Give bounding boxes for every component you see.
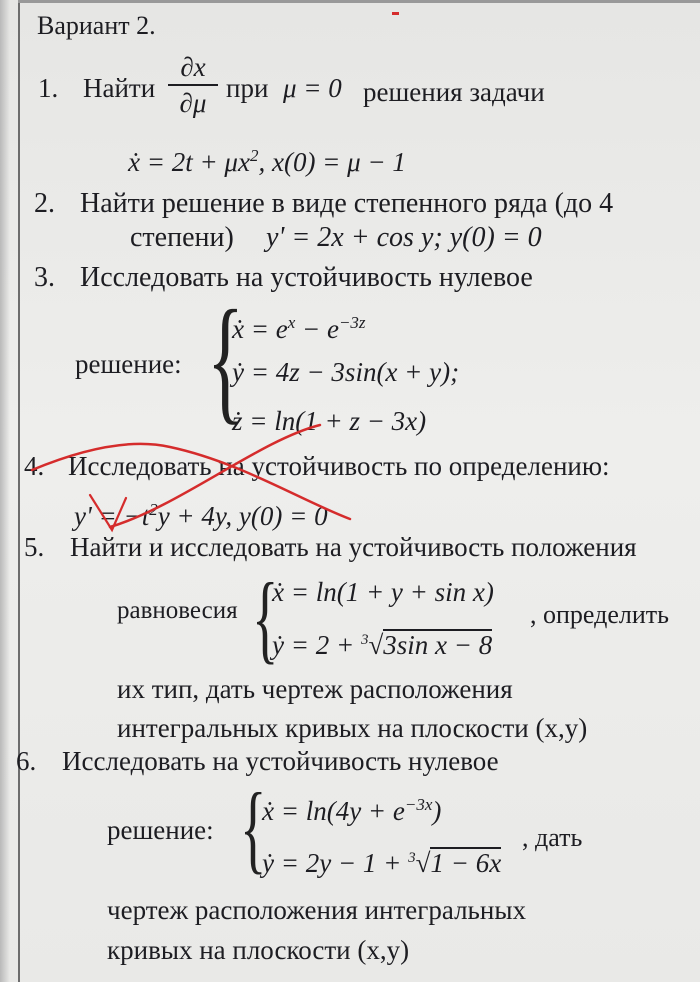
task5-line3: их тип, дать чертеж расположения <box>117 674 513 704</box>
task4-number: 4. <box>24 451 45 481</box>
task6-root-index: 3 <box>408 850 416 866</box>
task2-line1: Найти решение в виде степенного ряда (до 4 <box>80 188 614 219</box>
root-sign-icon: √ <box>415 848 431 878</box>
task4-line1: Исследовать на устойчивость по определению: <box>68 451 610 481</box>
task5-label: равновесия <box>117 597 238 624</box>
task5-number: 5. <box>24 532 45 562</box>
task2-line2-text: степени) <box>130 222 234 253</box>
task3-eq2: ẏ = 4z − 3sin(x + y); <box>232 357 460 387</box>
task6-radicand: 1 − 6x <box>430 848 502 878</box>
task3-label: решение: <box>75 349 182 379</box>
task1-eq-exponent: 2 <box>249 146 259 165</box>
task3-system-brace: { <box>207 282 244 437</box>
task3-eq3: ż = ln(1 + z − 3x) <box>232 406 427 436</box>
task6-after: , дать <box>522 823 583 852</box>
task3-eq1-b: − e <box>295 314 339 344</box>
task1-rest: решения задачи <box>363 77 545 107</box>
task1-find: Найти <box>83 73 156 103</box>
fraction-denominator: ∂μ <box>179 88 207 118</box>
task3-line1: Исследовать на устойчивость нулевое <box>80 262 533 293</box>
task1-condition: μ = 0 <box>283 73 342 103</box>
variant-title: Вариант 2. <box>37 11 156 40</box>
task6-line4: кривых на плоскости (x,y) <box>107 935 410 965</box>
task2-equation: y' = 2x + cos y; y(0) = 0 <box>266 222 542 253</box>
task6-eq2-a: ẏ = 2y − 1 + <box>262 848 409 878</box>
task4-eq-a: y' = −t <box>74 501 150 531</box>
task5-system-brace: { <box>252 562 279 673</box>
fraction-numerator: ∂x <box>180 52 206 82</box>
task6-line1: Исследовать на устойчивость нулевое <box>62 746 499 776</box>
task5-eq1: ẋ = ln(1 + y + sin x) <box>272 577 494 607</box>
task1-eq-part1: ẋ = 2t + μx <box>128 147 250 177</box>
task5-after: , определить <box>530 600 669 629</box>
task1-number: 1. <box>38 73 59 103</box>
task4-eq-exponent: 2 <box>149 500 158 519</box>
task6-eq1-a: ẋ = ln(4y + e <box>262 796 405 826</box>
task3-eq1-sup1: x <box>287 313 296 332</box>
task6-line3: чертеж расположения интегральных <box>107 895 526 925</box>
task5-line4: интегральных кривых на плоскости (x,y) <box>117 713 588 743</box>
task5-eq2-a: ẏ = 2 + <box>272 630 361 660</box>
task2-number: 2. <box>34 188 55 219</box>
task5-root-index: 3 <box>360 632 369 648</box>
task1-eq-part2: , x(0) = μ − 1 <box>258 147 406 177</box>
root-sign-icon: √ <box>368 630 384 660</box>
task6-system-brace: { <box>240 772 267 883</box>
task6-number: 6. <box>16 746 37 776</box>
task5-line1: Найти и исследовать на устойчивость положения <box>70 532 637 562</box>
task6-label: решение: <box>107 815 214 845</box>
task5-radicand: 3sin x − 8 <box>383 630 493 660</box>
task3-eq1-sup2: −3z <box>338 313 366 332</box>
task3-eq1-a: ẋ = e <box>232 314 288 344</box>
task6-eq1-b: ) <box>432 796 442 826</box>
task1-at: при <box>226 73 269 103</box>
task4-eq-b: y + 4y, y(0) = 0 <box>157 501 328 531</box>
task3-number: 3. <box>34 262 55 293</box>
task6-eq1-exponent: −3x <box>404 795 433 814</box>
